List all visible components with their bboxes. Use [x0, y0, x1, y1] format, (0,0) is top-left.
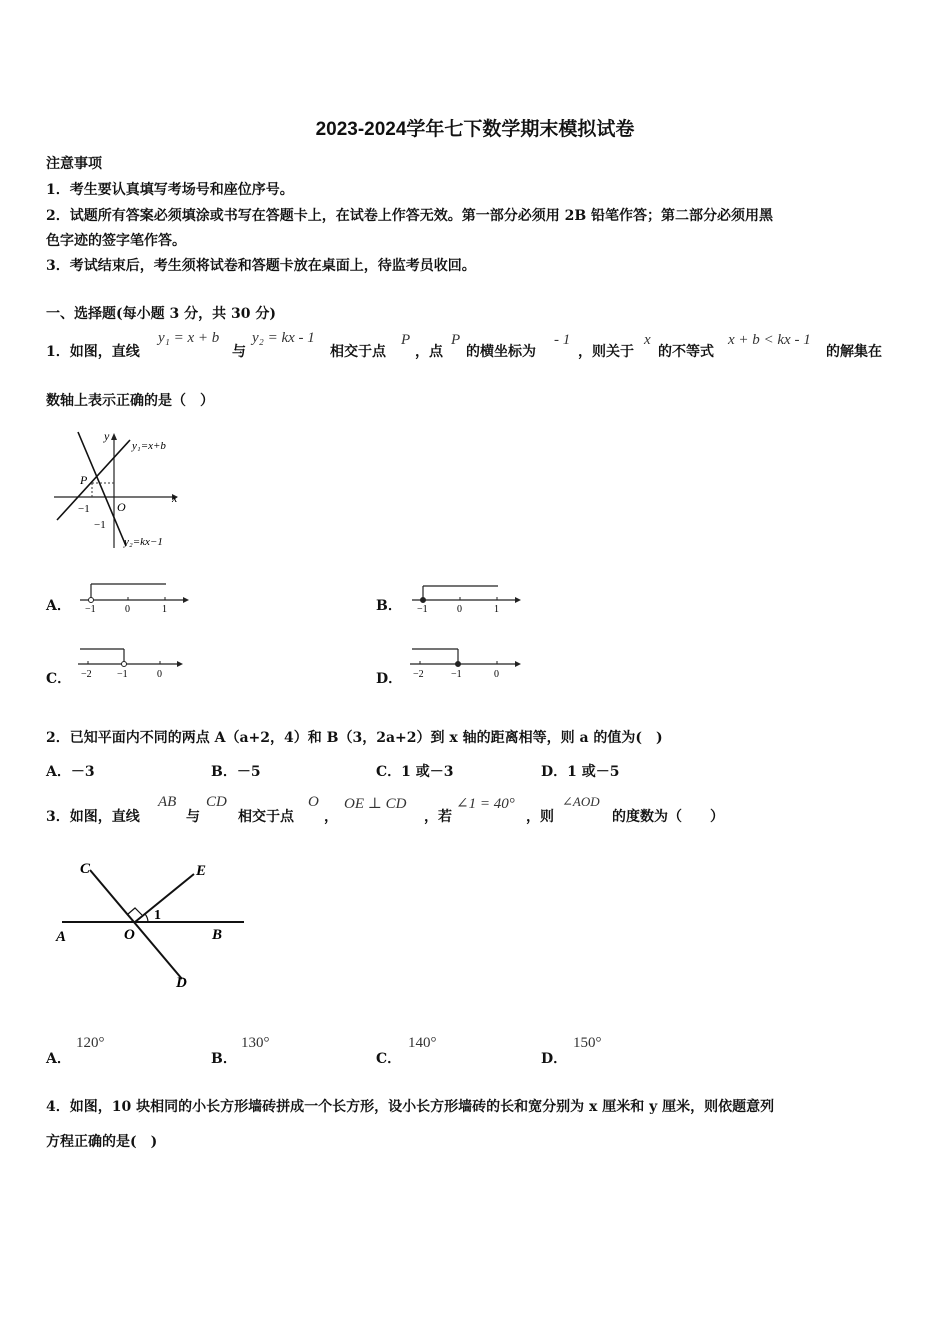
q1-math-neg1: - 1: [554, 332, 571, 348]
q3-label-a: A: [56, 929, 67, 945]
filled-circle: [456, 662, 461, 667]
q1-option-a-numberline[interactable]: [80, 580, 192, 614]
tick-label: −2: [81, 669, 92, 680]
q3-option-d-value[interactable]: 150°: [573, 1035, 602, 1051]
q3-option-a-label[interactable]: A．: [46, 1051, 71, 1067]
q1-y-arrow: [111, 433, 117, 440]
q1-line2-label: y₂=kx−1: [124, 536, 163, 548]
q2-option-a[interactable]: A．－3: [46, 764, 95, 780]
tick-label: −1: [85, 604, 96, 614]
q3-option-b-value[interactable]: 130°: [241, 1035, 270, 1051]
q1-math-x: x: [644, 332, 651, 348]
q1-text-6: ，则关于: [578, 344, 634, 360]
q3-math-o: O: [308, 794, 319, 810]
q3-option-c-value[interactable]: 140°: [408, 1035, 437, 1051]
q1-line1-label: y₁=x+b: [132, 440, 166, 452]
q1-option-d-label[interactable]: D．: [376, 671, 403, 687]
q3-text-5: ，若: [424, 809, 452, 825]
q2-option-d[interactable]: D．1 或－5: [541, 764, 620, 780]
q1-math-y1: y₁ = x + b: [158, 330, 220, 346]
q3-label-c: C: [80, 861, 91, 877]
filled-circle: [421, 598, 426, 603]
tick-label: 0: [457, 604, 462, 614]
q3-text-7: 的度数为（ ）: [612, 809, 724, 825]
note-2-line-1: 2．试题所有答案必须填涂或书写在答题卡上，在试卷上作答无效。第一部分必须用 2B 铅笔作答；第二部分必须用黑: [46, 208, 774, 224]
q1-neg1-x-label: −1: [78, 503, 90, 515]
q1-text-4: ，点: [415, 344, 443, 360]
q3-line-cd: [90, 870, 182, 979]
q1-math-p: P: [401, 332, 411, 348]
q1-y-label: y: [104, 429, 110, 443]
q1-option-d-numberline[interactable]: [410, 646, 526, 680]
q1-p-label: P: [80, 473, 88, 487]
q2-option-c[interactable]: C．1 或－3: [376, 764, 454, 780]
open-circle: [122, 662, 127, 667]
q1-text-3: 相交于点: [330, 344, 386, 360]
q3-option-c-label[interactable]: C．: [376, 1051, 402, 1067]
q1-text-8: 的解集在: [826, 344, 882, 360]
q3-text-2: 与: [186, 809, 200, 825]
q1-math-inequality: x + b < kx - 1: [728, 332, 811, 348]
section-heading: 一、选择题(每小题 3 分，共 30 分): [46, 306, 276, 322]
q3-ray-oe: [135, 874, 194, 922]
page-title: 2023-2024学年七下数学期末模拟试卷: [315, 119, 635, 140]
note-3: 3．考试结束后，考生须将试卷和答题卡放在桌面上，待监考员收回。: [46, 258, 476, 274]
q1-graph: [52, 428, 192, 553]
q1-option-b-numberline[interactable]: [412, 580, 524, 614]
q3-math-cd: CD: [206, 794, 227, 810]
tick-label: −2: [413, 669, 424, 680]
tick-label: 0: [494, 669, 499, 680]
q4-stem-line-1: 4．如图，10 块相同的小长方形墙砖拼成一个长方形，设小长方形墙砖的长和宽分别为 x 厘米和 y 厘米，则依题意列: [46, 1099, 775, 1115]
q3-option-a-value[interactable]: 120°: [76, 1035, 105, 1051]
q3-math-perp: OE ⊥ CD: [344, 796, 407, 812]
q3-label-d: D: [176, 975, 187, 991]
q3-label-1: 1: [154, 908, 161, 923]
tick-label: −1: [417, 604, 428, 614]
q3-option-d-label[interactable]: D．: [541, 1051, 568, 1067]
q1-text-7: 的不等式: [658, 344, 714, 360]
q3-label-o: O: [124, 927, 135, 943]
q4-stem-line-2: 方程正确的是( ): [46, 1134, 158, 1150]
angle-1-arc: [145, 914, 148, 922]
q1-option-a-label[interactable]: A．: [46, 598, 71, 614]
q1-text-2: 与: [232, 344, 246, 360]
q3-text-3: 相交于点: [238, 809, 294, 825]
q3-figure: [50, 855, 250, 995]
q3-option-b-label[interactable]: B．: [211, 1051, 237, 1067]
q3-text-1: 3．如图，直线: [46, 809, 140, 825]
q2-stem: 2．已知平面内不同的两点 A（a+2，4）和 B（3，2a+2）到 x 轴的距离相等，则 a 的值为( ): [46, 730, 663, 746]
note-2-line-2: 色字迹的签字笔作答。: [46, 233, 186, 249]
q3-text-4: ，: [324, 809, 338, 825]
note-1: 1．考生要认真填写考场号和座位序号。: [46, 182, 294, 198]
tick-label: −1: [451, 669, 462, 680]
q3-text-6: ，则: [526, 809, 554, 825]
tick-label: −1: [117, 669, 128, 680]
q1-stem-line-2: 数轴上表示正确的是（ ）: [46, 393, 214, 409]
q3-math-ab: AB: [158, 794, 177, 810]
tick-label: 0: [157, 669, 162, 680]
q1-math-y2: y₂ = kx - 1: [252, 330, 315, 346]
q3-label-e: E: [196, 863, 207, 879]
q3-label-b: B: [212, 927, 223, 943]
notes-heading: 注意事项: [46, 156, 102, 172]
right-angle-mark: [128, 908, 142, 915]
q1-text-1: 1．如图，直线: [46, 344, 140, 360]
q1-neg1-y-label: −1: [94, 519, 106, 531]
q1-origin-label: O: [117, 500, 126, 514]
q1-option-c-numberline[interactable]: [78, 646, 190, 680]
q2-option-b[interactable]: B．－5: [211, 764, 261, 780]
tick-label: 1: [162, 604, 167, 614]
q3-math-angle1: ∠1 = 40°: [456, 796, 515, 812]
q1-x-label: x: [172, 491, 178, 505]
q1-option-b-label[interactable]: B．: [376, 598, 402, 614]
tick-label: 1: [494, 604, 499, 614]
tick-label: 0: [125, 604, 130, 614]
q3-math-aod: ∠AOD: [562, 794, 600, 809]
q1-math-p2: P: [451, 332, 461, 348]
q1-text-5: 的横坐标为: [466, 344, 536, 360]
q1-option-c-label[interactable]: C．: [46, 671, 72, 687]
open-circle: [89, 598, 94, 603]
